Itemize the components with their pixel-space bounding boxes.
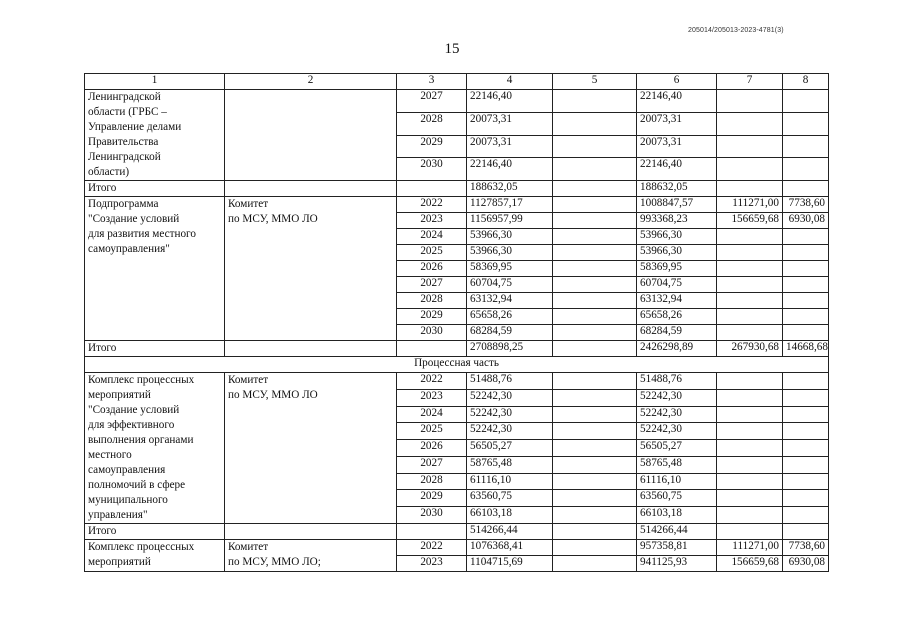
value-cell-c4: 58765,48 xyxy=(467,456,553,473)
value-cell-c4: 63132,94 xyxy=(467,293,553,309)
total-value-c6: 514266,44 xyxy=(637,524,717,540)
total-value-c6: 2426298,89 xyxy=(637,341,717,357)
value-cell-c6: 66103,18 xyxy=(637,507,717,524)
total-label: Итого xyxy=(85,181,225,197)
value-cell-c7 xyxy=(717,135,783,158)
value-cell-c5 xyxy=(553,389,637,406)
value-cell-c7 xyxy=(717,423,783,440)
value-cell-c8 xyxy=(783,473,829,490)
value-cell-c4: 63560,75 xyxy=(467,490,553,507)
column-header-8: 8 xyxy=(783,74,829,90)
value-cell-c6: 957358,81 xyxy=(637,540,717,556)
value-cell-c4: 60704,75 xyxy=(467,277,553,293)
value-cell-c5 xyxy=(553,293,637,309)
value-cell-c5 xyxy=(553,90,637,113)
total-label: Итого xyxy=(85,524,225,540)
total-value-c4: 188632,05 xyxy=(467,181,553,197)
page-number: 15 xyxy=(444,41,460,57)
year-cell: 2027 xyxy=(397,277,467,293)
value-cell-c6: 58369,95 xyxy=(637,261,717,277)
value-cell-c6: 941125,93 xyxy=(637,556,717,572)
year-cell: 2029 xyxy=(397,490,467,507)
value-cell-c4: 22146,40 xyxy=(467,90,553,113)
value-cell-c6: 63132,94 xyxy=(637,293,717,309)
value-cell-c8 xyxy=(783,440,829,457)
total-value-c5 xyxy=(553,341,637,357)
column-header-2: 2 xyxy=(225,74,397,90)
value-cell-c5 xyxy=(553,309,637,325)
value-cell-c7 xyxy=(717,293,783,309)
value-cell-c5 xyxy=(553,158,637,181)
value-cell-c5 xyxy=(553,456,637,473)
value-cell-c7 xyxy=(717,456,783,473)
value-cell-c4: 61116,10 xyxy=(467,473,553,490)
value-cell-c4: 52242,30 xyxy=(467,389,553,406)
value-cell-c6: 20073,31 xyxy=(637,112,717,135)
value-cell-c4: 65658,26 xyxy=(467,309,553,325)
value-cell-c8: 6930,08 xyxy=(783,213,829,229)
total-label: Итого xyxy=(85,341,225,357)
year-cell: 2030 xyxy=(397,325,467,341)
year-cell: 2023 xyxy=(397,556,467,572)
year-cell: 2027 xyxy=(397,456,467,473)
total-row xyxy=(85,341,829,357)
value-cell-c5 xyxy=(553,197,637,213)
value-cell-c4: 1156957,99 xyxy=(467,213,553,229)
value-cell-c6: 52242,30 xyxy=(637,423,717,440)
column-header-3: 3 xyxy=(397,74,467,90)
value-cell-c4: 52242,30 xyxy=(467,406,553,423)
column-header-4: 4 xyxy=(467,74,553,90)
year-cell: 2030 xyxy=(397,158,467,181)
value-cell-c8 xyxy=(783,90,829,113)
year-cell: 2022 xyxy=(397,540,467,556)
total-value-c8: 14668,68 xyxy=(783,341,829,357)
value-cell-c7: 111271,00 xyxy=(717,540,783,556)
value-cell-c4: 20073,31 xyxy=(467,112,553,135)
value-cell-c6: 52242,30 xyxy=(637,406,717,423)
value-cell-c7 xyxy=(717,90,783,113)
value-cell-c7: 156659,68 xyxy=(717,556,783,572)
value-cell-c4: 56505,27 xyxy=(467,440,553,457)
value-cell-c5 xyxy=(553,135,637,158)
year-cell: 2022 xyxy=(397,373,467,390)
total-row xyxy=(85,181,829,197)
column-header-5: 5 xyxy=(553,74,637,90)
value-cell-c8 xyxy=(783,261,829,277)
value-cell-c5 xyxy=(553,406,637,423)
value-cell-c7 xyxy=(717,490,783,507)
year-cell: 2028 xyxy=(397,112,467,135)
value-cell-c5 xyxy=(553,277,637,293)
value-cell-c8 xyxy=(783,406,829,423)
table-row xyxy=(85,197,829,213)
value-cell-c6: 61116,10 xyxy=(637,473,717,490)
program-name: Комплекс процессных мероприятий "Создание условий для эффективного выполнения органами местного самоуправления полномочий в сфере муниципального управления" xyxy=(85,373,225,524)
executor: Комитет по МСУ, ММО ЛО xyxy=(225,373,397,524)
total-executor xyxy=(225,524,397,540)
executor: Комитет по МСУ, ММО ЛО; xyxy=(225,540,397,572)
value-cell-c7 xyxy=(717,440,783,457)
value-cell-c7 xyxy=(717,406,783,423)
value-cell-c4: 66103,18 xyxy=(467,507,553,524)
value-cell-c4: 68284,59 xyxy=(467,325,553,341)
value-cell-c8 xyxy=(783,135,829,158)
value-cell-c5 xyxy=(553,261,637,277)
value-cell-c6: 63560,75 xyxy=(637,490,717,507)
value-cell-c6: 22146,40 xyxy=(637,158,717,181)
program-name: Подпрограмма "Создание условий для развития местного самоуправления" xyxy=(85,197,225,341)
value-cell-c4: 58369,95 xyxy=(467,261,553,277)
year-cell: 2022 xyxy=(397,197,467,213)
value-cell-c6: 52242,30 xyxy=(637,389,717,406)
executor: Комитет по МСУ, ММО ЛО xyxy=(225,197,397,341)
value-cell-c5 xyxy=(553,325,637,341)
total-value-c7 xyxy=(717,181,783,197)
value-cell-c8 xyxy=(783,309,829,325)
value-cell-c7 xyxy=(717,309,783,325)
value-cell-c4: 1076368,41 xyxy=(467,540,553,556)
year-cell: 2026 xyxy=(397,440,467,457)
value-cell-c4: 1104715,69 xyxy=(467,556,553,572)
value-cell-c8: 6930,08 xyxy=(783,556,829,572)
program-name: Комплекс процессных мероприятий xyxy=(85,540,225,572)
value-cell-c6: 53966,30 xyxy=(637,229,717,245)
year-cell: 2028 xyxy=(397,293,467,309)
section-row xyxy=(85,357,829,373)
year-cell: 2029 xyxy=(397,135,467,158)
total-year xyxy=(397,524,467,540)
value-cell-c7 xyxy=(717,229,783,245)
total-value-c5 xyxy=(553,181,637,197)
value-cell-c5 xyxy=(553,540,637,556)
value-cell-c8 xyxy=(783,277,829,293)
total-executor xyxy=(225,181,397,197)
total-value-c4: 2708898,25 xyxy=(467,341,553,357)
value-cell-c7 xyxy=(717,325,783,341)
executor xyxy=(225,90,397,181)
value-cell-c6: 22146,40 xyxy=(637,90,717,113)
value-cell-c7 xyxy=(717,373,783,390)
value-cell-c6: 65658,26 xyxy=(637,309,717,325)
value-cell-c5 xyxy=(553,507,637,524)
value-cell-c5 xyxy=(553,556,637,572)
year-cell: 2024 xyxy=(397,406,467,423)
value-cell-c8 xyxy=(783,112,829,135)
budget-table xyxy=(84,73,829,572)
value-cell-c6: 60704,75 xyxy=(637,277,717,293)
table-row xyxy=(85,90,829,113)
total-value-c6: 188632,05 xyxy=(637,181,717,197)
value-cell-c4: 52242,30 xyxy=(467,423,553,440)
year-cell: 2023 xyxy=(397,389,467,406)
value-cell-c4: 53966,30 xyxy=(467,229,553,245)
value-cell-c7 xyxy=(717,158,783,181)
value-cell-c8 xyxy=(783,293,829,309)
value-cell-c4: 1127857,17 xyxy=(467,197,553,213)
total-value-c7: 267930,68 xyxy=(717,341,783,357)
value-cell-c8 xyxy=(783,507,829,524)
value-cell-c8: 7738,60 xyxy=(783,197,829,213)
value-cell-c7: 111271,00 xyxy=(717,197,783,213)
value-cell-c4: 20073,31 xyxy=(467,135,553,158)
value-cell-c4: 51488,76 xyxy=(467,373,553,390)
value-cell-c8 xyxy=(783,325,829,341)
year-cell: 2029 xyxy=(397,309,467,325)
value-cell-c5 xyxy=(553,245,637,261)
total-row xyxy=(85,524,829,540)
value-cell-c5 xyxy=(553,490,637,507)
value-cell-c7 xyxy=(717,112,783,135)
value-cell-c6: 51488,76 xyxy=(637,373,717,390)
total-value-c4: 514266,44 xyxy=(467,524,553,540)
column-header-6: 6 xyxy=(637,74,717,90)
total-executor xyxy=(225,341,397,357)
value-cell-c5 xyxy=(553,229,637,245)
value-cell-c4: 22146,40 xyxy=(467,158,553,181)
year-cell: 2023 xyxy=(397,213,467,229)
column-header-1: 1 xyxy=(85,74,225,90)
total-value-c8 xyxy=(783,181,829,197)
value-cell-c7 xyxy=(717,245,783,261)
value-cell-c6: 58765,48 xyxy=(637,456,717,473)
value-cell-c6: 68284,59 xyxy=(637,325,717,341)
year-cell: 2025 xyxy=(397,423,467,440)
value-cell-c7 xyxy=(717,277,783,293)
document-id: 205014/205013-2023-4781(3) xyxy=(688,27,784,34)
year-cell: 2030 xyxy=(397,507,467,524)
header-row xyxy=(85,74,829,90)
value-cell-c8: 7738,60 xyxy=(783,540,829,556)
value-cell-c7 xyxy=(717,261,783,277)
year-cell: 2026 xyxy=(397,261,467,277)
value-cell-c8 xyxy=(783,158,829,181)
value-cell-c8 xyxy=(783,490,829,507)
year-cell: 2024 xyxy=(397,229,467,245)
value-cell-c7 xyxy=(717,473,783,490)
value-cell-c8 xyxy=(783,389,829,406)
value-cell-c8 xyxy=(783,423,829,440)
value-cell-c5 xyxy=(553,423,637,440)
value-cell-c7 xyxy=(717,507,783,524)
total-value-c8 xyxy=(783,524,829,540)
section-title: Процессная часть xyxy=(85,357,829,373)
year-cell: 2028 xyxy=(397,473,467,490)
value-cell-c8 xyxy=(783,456,829,473)
year-cell: 2025 xyxy=(397,245,467,261)
program-name: Ленинградской области (ГРБС – Управление делами Правительства Ленинградской области) xyxy=(85,90,225,181)
value-cell-c6: 56505,27 xyxy=(637,440,717,457)
value-cell-c7 xyxy=(717,389,783,406)
value-cell-c8 xyxy=(783,229,829,245)
value-cell-c8 xyxy=(783,245,829,261)
value-cell-c7: 156659,68 xyxy=(717,213,783,229)
value-cell-c5 xyxy=(553,213,637,229)
value-cell-c6: 53966,30 xyxy=(637,245,717,261)
total-year xyxy=(397,341,467,357)
total-value-c7 xyxy=(717,524,783,540)
value-cell-c5 xyxy=(553,440,637,457)
value-cell-c4: 53966,30 xyxy=(467,245,553,261)
value-cell-c5 xyxy=(553,473,637,490)
value-cell-c6: 1008847,57 xyxy=(637,197,717,213)
table-row xyxy=(85,373,829,390)
column-header-7: 7 xyxy=(717,74,783,90)
total-value-c5 xyxy=(553,524,637,540)
value-cell-c6: 20073,31 xyxy=(637,135,717,158)
value-cell-c5 xyxy=(553,373,637,390)
total-year xyxy=(397,181,467,197)
table-row xyxy=(85,540,829,556)
year-cell: 2027 xyxy=(397,90,467,113)
value-cell-c8 xyxy=(783,373,829,390)
value-cell-c5 xyxy=(553,112,637,135)
value-cell-c6: 993368,23 xyxy=(637,213,717,229)
